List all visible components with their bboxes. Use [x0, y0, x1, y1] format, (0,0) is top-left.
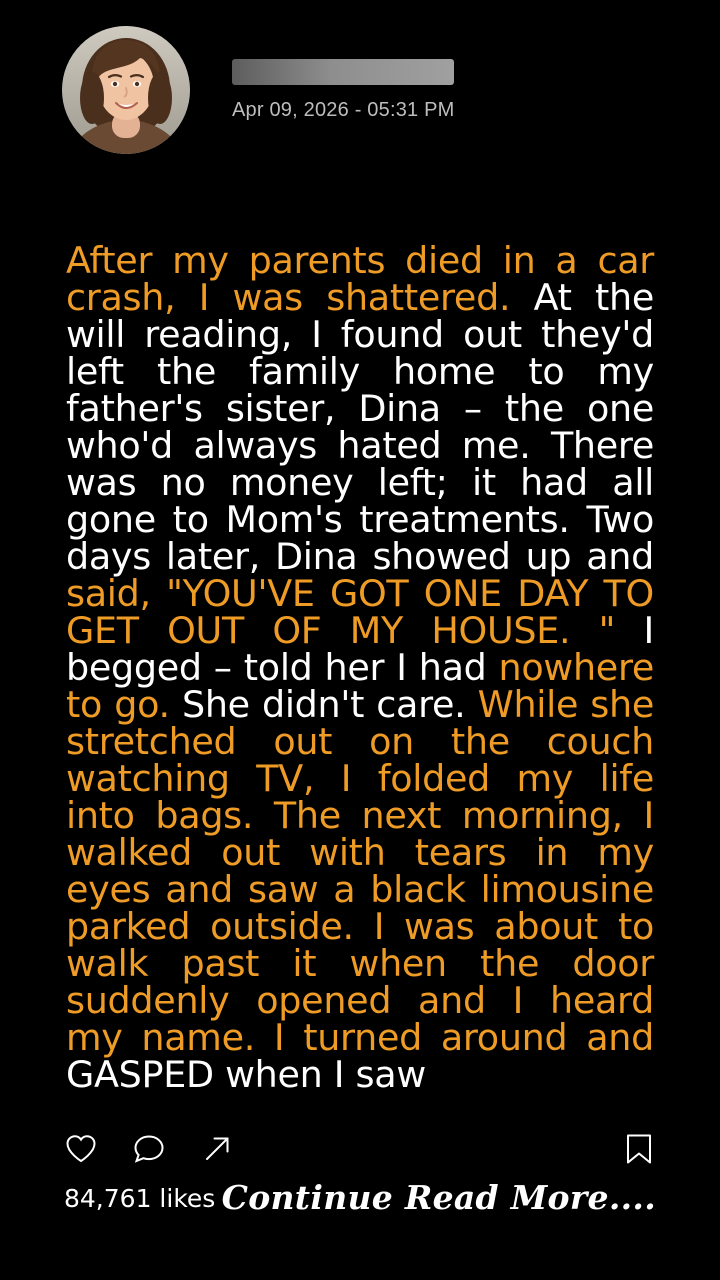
bookmark-icon[interactable]	[622, 1132, 656, 1166]
continue-read-more-link[interactable]: Continue Read More....	[221, 1178, 656, 1217]
heart-icon[interactable]	[64, 1132, 98, 1166]
body-segment: said, "YOU'VE GOT ONE DAY TO GET OUT OF MY HOUSE. "	[66, 572, 654, 652]
likes-count: 84,761 likes	[64, 1184, 216, 1213]
comment-icon[interactable]	[132, 1132, 166, 1166]
post-body-text	[66, 239, 654, 1096]
body-segment: I begged – told her I had	[66, 609, 654, 689]
post-timestamp: Apr 09, 2026 - 05:31 PM	[232, 98, 455, 121]
body-segment: After my parents died in a car crash, I was shattered.	[66, 239, 654, 319]
body-segment: While she stretched out on the couch watching TV, I folded my life into bags. The next morning, I walked out with tears in my eyes and saw a black limousine parked outside. I was about to walk past it when the door suddenly opened and I heard my name. I turned around and	[66, 683, 654, 1059]
post-header	[0, 0, 720, 150]
body-segment: nowhere to go.	[66, 646, 654, 726]
action-row	[64, 1132, 234, 1166]
header-text	[232, 59, 455, 122]
body-segment: At the will reading, I found out they'd left the family home to my father's sister, Dina – the one who'd always hated me. There was no money left; it had all gone to Mom's treatments. Two days later, Dina showed up and	[66, 276, 654, 578]
share-icon[interactable]	[200, 1132, 234, 1166]
body-segment: She didn't care.	[169, 683, 478, 726]
body-segment: GASPED when I saw	[66, 1053, 426, 1096]
post-footer	[0, 1130, 720, 1280]
avatar[interactable]	[62, 26, 190, 154]
avatar-photo	[62, 26, 190, 154]
author-name-redacted	[232, 59, 454, 85]
